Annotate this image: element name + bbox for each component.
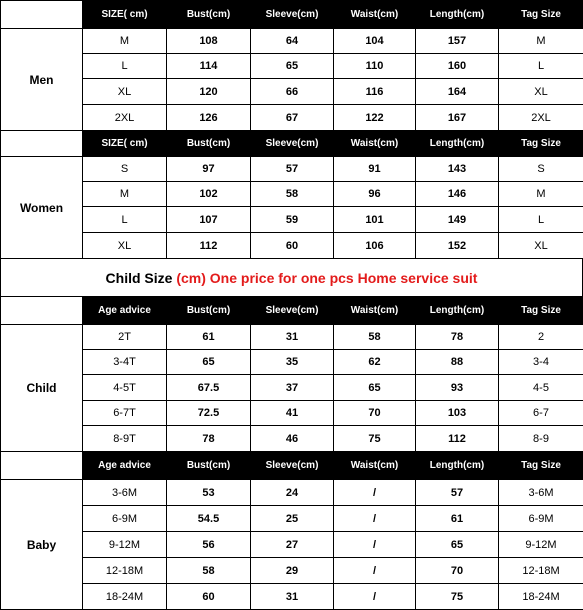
bust-cell: 112	[167, 233, 251, 259]
bust-cell: 54.5	[167, 506, 251, 532]
age-cell: 12-18M	[83, 558, 167, 584]
length-cell: 152	[416, 233, 499, 259]
tag-size-cell: L	[499, 207, 583, 233]
age-cell: 8-9T	[83, 426, 167, 452]
waist-cell: 62	[334, 350, 416, 375]
column-header: Tag Size	[499, 452, 583, 480]
table-row	[1, 584, 583, 610]
size-cell: M	[83, 182, 167, 207]
column-header: Age advice	[83, 452, 167, 480]
sleeve-cell: 64	[251, 29, 334, 54]
table-row	[1, 79, 583, 105]
length-cell: 78	[416, 325, 499, 350]
column-header: Length(cm)	[416, 297, 499, 325]
sleeve-cell: 31	[251, 584, 334, 610]
waist-cell: 101	[334, 207, 416, 233]
length-cell: 143	[416, 157, 499, 182]
size-cell: L	[83, 54, 167, 79]
sleeve-cell: 37	[251, 375, 334, 401]
column-header: Bust(cm)	[167, 1, 251, 29]
table-row	[1, 182, 583, 207]
length-cell: 75	[416, 584, 499, 610]
sleeve-cell: 25	[251, 506, 334, 532]
title-part-black: Child Size	[106, 270, 173, 286]
tag-size-cell: 18-24M	[499, 584, 583, 610]
tag-size-cell: 6-9M	[499, 506, 583, 532]
group-label-child: Child	[1, 325, 83, 452]
size-cell: M	[83, 29, 167, 54]
child-size-title	[0, 259, 583, 296]
sleeve-cell: 41	[251, 401, 334, 426]
waist-cell: /	[334, 532, 416, 558]
waist-cell: 58	[334, 325, 416, 350]
bust-cell: 53	[167, 480, 251, 506]
column-header: Sleeve(cm)	[251, 297, 334, 325]
bust-cell: 61	[167, 325, 251, 350]
sleeve-cell: 59	[251, 207, 334, 233]
bust-cell: 72.5	[167, 401, 251, 426]
bust-cell: 56	[167, 532, 251, 558]
length-cell: 70	[416, 558, 499, 584]
bust-cell: 65	[167, 350, 251, 375]
length-cell: 88	[416, 350, 499, 375]
column-header: Bust(cm)	[167, 452, 251, 480]
length-cell: 93	[416, 375, 499, 401]
bust-cell: 107	[167, 207, 251, 233]
waist-cell: 106	[334, 233, 416, 259]
table-row	[1, 401, 583, 426]
waist-cell: /	[334, 480, 416, 506]
child-header-row	[1, 297, 583, 325]
tag-size-cell: 3-4	[499, 350, 583, 375]
waist-cell: 116	[334, 79, 416, 105]
group-label-men: Men	[1, 29, 83, 131]
length-cell: 65	[416, 532, 499, 558]
length-cell: 103	[416, 401, 499, 426]
length-cell: 112	[416, 426, 499, 452]
tag-size-cell: 3-6M	[499, 480, 583, 506]
bust-cell: 67.5	[167, 375, 251, 401]
header-blank-cell	[1, 297, 83, 325]
age-cell: 18-24M	[83, 584, 167, 610]
sleeve-cell: 29	[251, 558, 334, 584]
column-header: Length(cm)	[416, 1, 499, 29]
column-header: Length(cm)	[416, 452, 499, 480]
sleeve-cell: 27	[251, 532, 334, 558]
age-cell: 3-4T	[83, 350, 167, 375]
length-cell: 61	[416, 506, 499, 532]
column-header: Sleeve(cm)	[251, 1, 334, 29]
column-header: Tag Size	[499, 297, 583, 325]
women-header-row	[1, 131, 583, 157]
sleeve-cell: 60	[251, 233, 334, 259]
size-cell: XL	[83, 79, 167, 105]
length-cell: 149	[416, 207, 499, 233]
table-row	[1, 54, 583, 79]
sleeve-cell: 66	[251, 79, 334, 105]
waist-cell: 91	[334, 157, 416, 182]
column-header: SIZE( cm)	[83, 131, 167, 157]
sleeve-cell: 67	[251, 105, 334, 131]
column-header: Age advice	[83, 297, 167, 325]
column-header: Tag Size	[499, 131, 583, 157]
table-row	[1, 29, 583, 54]
column-header: Sleeve(cm)	[251, 452, 334, 480]
title-part-red: (cm) One price for one pcs Home service suit	[176, 270, 477, 286]
adult-size-table	[0, 0, 583, 259]
table-row	[1, 233, 583, 259]
waist-cell: /	[334, 558, 416, 584]
header-blank-cell	[1, 131, 83, 157]
age-cell: 4-5T	[83, 375, 167, 401]
waist-cell: 70	[334, 401, 416, 426]
tag-size-cell: 8-9	[499, 426, 583, 452]
table-row	[1, 532, 583, 558]
tag-size-cell: 9-12M	[499, 532, 583, 558]
tag-size-cell: XL	[499, 79, 583, 105]
waist-cell: 110	[334, 54, 416, 79]
table-row	[1, 325, 583, 350]
length-cell: 146	[416, 182, 499, 207]
table-row	[1, 558, 583, 584]
length-cell: 167	[416, 105, 499, 131]
tag-size-cell: 4-5	[499, 375, 583, 401]
waist-cell: /	[334, 506, 416, 532]
table-row	[1, 157, 583, 182]
bust-cell: 58	[167, 558, 251, 584]
length-cell: 160	[416, 54, 499, 79]
bust-cell: 60	[167, 584, 251, 610]
sleeve-cell: 58	[251, 182, 334, 207]
waist-cell: 65	[334, 375, 416, 401]
table-row	[1, 105, 583, 131]
tag-size-cell: 12-18M	[499, 558, 583, 584]
length-cell: 164	[416, 79, 499, 105]
sleeve-cell: 24	[251, 480, 334, 506]
column-header: Waist(cm)	[334, 1, 416, 29]
column-header: Bust(cm)	[167, 297, 251, 325]
sleeve-cell: 57	[251, 157, 334, 182]
sleeve-cell: 35	[251, 350, 334, 375]
size-cell: S	[83, 157, 167, 182]
column-header: Waist(cm)	[334, 131, 416, 157]
tag-size-cell: 2	[499, 325, 583, 350]
men-header-row	[1, 1, 583, 29]
tag-size-cell: XL	[499, 233, 583, 259]
tag-size-cell: L	[499, 54, 583, 79]
table-row	[1, 426, 583, 452]
bust-cell: 126	[167, 105, 251, 131]
group-label-baby: Baby	[1, 480, 83, 610]
sleeve-cell: 65	[251, 54, 334, 79]
age-cell: 6-9M	[83, 506, 167, 532]
bust-cell: 78	[167, 426, 251, 452]
size-cell: L	[83, 207, 167, 233]
size-cell: 2XL	[83, 105, 167, 131]
header-blank-cell	[1, 452, 83, 480]
age-cell: 3-6M	[83, 480, 167, 506]
table-row	[1, 375, 583, 401]
table-row	[1, 480, 583, 506]
tag-size-cell: S	[499, 157, 583, 182]
bust-cell: 102	[167, 182, 251, 207]
waist-cell: 122	[334, 105, 416, 131]
table-row	[1, 207, 583, 233]
header-blank-cell	[1, 1, 83, 29]
waist-cell: 75	[334, 426, 416, 452]
size-cell: XL	[83, 233, 167, 259]
tag-size-cell: 2XL	[499, 105, 583, 131]
bust-cell: 97	[167, 157, 251, 182]
age-cell: 2T	[83, 325, 167, 350]
age-cell: 6-7T	[83, 401, 167, 426]
waist-cell: /	[334, 584, 416, 610]
column-header: Waist(cm)	[334, 297, 416, 325]
waist-cell: 104	[334, 29, 416, 54]
child-size-table	[0, 296, 583, 610]
sleeve-cell: 46	[251, 426, 334, 452]
length-cell: 57	[416, 480, 499, 506]
column-header: Waist(cm)	[334, 452, 416, 480]
column-header: Length(cm)	[416, 131, 499, 157]
bust-cell: 108	[167, 29, 251, 54]
sleeve-cell: 31	[251, 325, 334, 350]
bust-cell: 120	[167, 79, 251, 105]
length-cell: 157	[416, 29, 499, 54]
column-header: Bust(cm)	[167, 131, 251, 157]
bust-cell: 114	[167, 54, 251, 79]
waist-cell: 96	[334, 182, 416, 207]
table-row	[1, 506, 583, 532]
tag-size-cell: 6-7	[499, 401, 583, 426]
column-header: SIZE( cm)	[83, 1, 167, 29]
table-row	[1, 350, 583, 375]
baby-header-row	[1, 452, 583, 480]
tag-size-cell: M	[499, 29, 583, 54]
tag-size-cell: M	[499, 182, 583, 207]
group-label-women: Women	[1, 157, 83, 259]
column-header: Tag Size	[499, 1, 583, 29]
column-header: Sleeve(cm)	[251, 131, 334, 157]
age-cell: 9-12M	[83, 532, 167, 558]
